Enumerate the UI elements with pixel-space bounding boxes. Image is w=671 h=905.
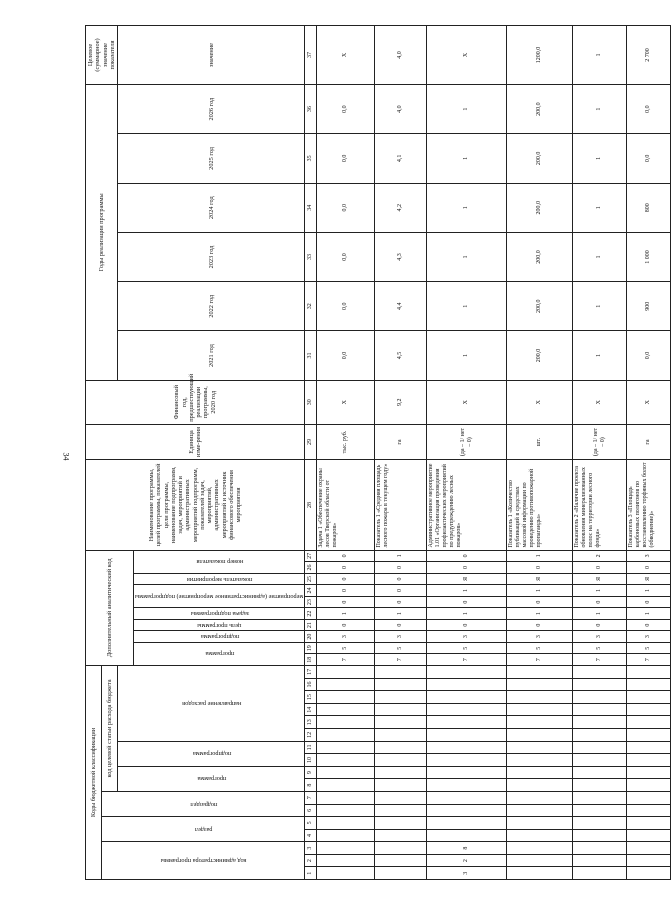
row-base-year: Х	[573, 380, 627, 424]
budget-code-cell	[317, 766, 375, 779]
column-number: 5	[305, 817, 317, 830]
analytic-code-cell: 1	[427, 585, 507, 597]
budget-code-cell	[507, 729, 573, 742]
budget-code-cell: 8	[427, 842, 507, 855]
column-number: 1	[305, 867, 317, 880]
column-number: 11	[305, 741, 317, 754]
row-year-value: 200,0	[507, 331, 573, 380]
budget-code-cell	[627, 703, 671, 716]
analytic-code-cell: 0	[507, 619, 573, 631]
row-unit: (да – 1/ нет – 0)	[573, 424, 627, 460]
budget-code-cell	[427, 703, 507, 716]
budget-code-cell	[573, 779, 627, 792]
header-a-indicator: показатель мероприятия	[134, 573, 305, 585]
column-number: 19	[305, 642, 317, 654]
row-unit: (да – 1/ нет – 0)	[427, 424, 507, 460]
row-year-value: 800	[627, 183, 671, 232]
analytic-code-cell: 3	[427, 631, 507, 643]
row-year-value: 0,0	[627, 84, 671, 133]
analytic-code-cell: Я	[427, 573, 507, 585]
budget-code-cell	[627, 691, 671, 704]
header-a-goal: цель программы	[134, 619, 305, 631]
row-year-value: 4,2	[375, 183, 427, 232]
budget-code-cell	[507, 867, 573, 880]
budget-code-cell	[573, 665, 627, 678]
row-year-value: 1	[573, 134, 627, 183]
row-target-value: 4,0	[375, 26, 427, 85]
budget-code-cell	[427, 741, 507, 754]
budget-code-cell	[375, 691, 427, 704]
row-base-year: Х	[627, 380, 671, 424]
column-number: 30	[305, 380, 317, 424]
analytic-code-cell: 5	[375, 642, 427, 654]
budget-code-cell	[507, 854, 573, 867]
header-budget-codes: Коды бюджетной классификации	[86, 665, 102, 879]
row-year-value: 1	[573, 282, 627, 331]
row-unit: га	[627, 424, 671, 460]
analytic-code-cell: 0	[317, 550, 375, 562]
row-year-value: 1	[427, 331, 507, 380]
budget-code-cell	[317, 716, 375, 729]
header-unit: Единица изме-рения	[86, 424, 305, 460]
header-target-article-code: код целевой статьи расхода бюджета	[102, 665, 118, 791]
header-a-number: номер показателя	[134, 550, 305, 573]
column-number: 31	[305, 331, 317, 380]
column-number: 14	[305, 703, 317, 716]
row-year-value: 900	[627, 282, 671, 331]
budget-code-cell	[573, 817, 627, 830]
analytic-code-cell: 0	[573, 596, 627, 608]
column-number: 7	[305, 791, 317, 804]
row-base-year: Х	[507, 380, 573, 424]
budget-code-cell	[427, 804, 507, 817]
analytic-code-cell: 0	[507, 596, 573, 608]
budget-code-cell	[507, 665, 573, 678]
budget-code-cell	[627, 665, 671, 678]
budget-code-cell	[507, 817, 573, 830]
budget-code-cell	[507, 691, 573, 704]
analytic-code-cell: 0	[507, 562, 573, 574]
table-row	[627, 26, 671, 880]
budget-code-cell	[427, 678, 507, 691]
analytic-code-cell: 0	[427, 619, 507, 631]
budget-code-cell	[375, 817, 427, 830]
analytic-code-cell: 0	[427, 596, 507, 608]
budget-code-cell	[427, 779, 507, 792]
budget-code-cell	[317, 691, 375, 704]
budget-code-cell	[627, 779, 671, 792]
program-table	[85, 25, 671, 880]
column-number: 2	[305, 854, 317, 867]
column-number: 8	[305, 779, 317, 792]
budget-code-cell	[427, 716, 507, 729]
budget-code-cell	[507, 791, 573, 804]
row-year-value: 200,0	[507, 183, 573, 232]
budget-code-cell	[427, 665, 507, 678]
budget-code-cell	[627, 754, 671, 767]
budget-code-cell	[627, 766, 671, 779]
row-target-value: Х	[317, 26, 375, 85]
column-number: 34	[305, 183, 317, 232]
row-year-value: 4,3	[375, 232, 427, 281]
analytic-code-cell: 0	[427, 562, 507, 574]
column-number: 33	[305, 232, 317, 281]
column-number: 37	[305, 26, 317, 85]
budget-code-cell	[573, 691, 627, 704]
budget-code-cell: 3	[427, 867, 507, 880]
budget-code-cell	[317, 842, 375, 855]
rotated-table-container	[85, 25, 656, 880]
column-number: 6	[305, 804, 317, 817]
analytic-code-cell: 0	[627, 562, 671, 574]
header-y2023: 2023 год	[118, 232, 305, 281]
row-year-value: 1	[573, 183, 627, 232]
analytic-code-cell: 3	[573, 631, 627, 643]
budget-code-cell	[317, 741, 375, 754]
row-year-value: 0,0	[317, 282, 375, 331]
header-value: значение	[118, 26, 305, 85]
budget-code-cell	[573, 854, 627, 867]
row-target-value: 1200,0	[507, 26, 573, 85]
budget-code-cell	[507, 842, 573, 855]
row-unit: тыс. руб.	[317, 424, 375, 460]
analytic-code-cell: 7	[573, 654, 627, 666]
budget-code-cell	[317, 867, 375, 880]
analytic-code-cell: 0	[317, 596, 375, 608]
analytic-code-cell: Я	[627, 573, 671, 585]
row-target-value: 2 700	[627, 26, 671, 85]
table-row	[507, 26, 573, 880]
analytic-code-cell: 0	[375, 619, 427, 631]
budget-code-cell	[375, 854, 427, 867]
analytic-code-cell: 0	[573, 619, 627, 631]
column-number: 12	[305, 729, 317, 742]
row-year-value: 0,0	[317, 183, 375, 232]
column-number: 29	[305, 424, 317, 460]
row-name: Административное мероприятие 1.01 «Организация проведения профилактических мероприятий по предупреждению лесных пожаров»	[427, 460, 507, 550]
budget-code-cell	[375, 665, 427, 678]
budget-code-cell	[375, 741, 427, 754]
row-year-value: 0,0	[317, 331, 375, 380]
analytic-code-cell: 3	[375, 631, 427, 643]
header-program: программа	[118, 766, 305, 791]
row-target-value: Х	[427, 26, 507, 85]
analytic-code-cell: 3	[627, 550, 671, 562]
budget-code-cell	[507, 829, 573, 842]
budget-code-cell	[627, 678, 671, 691]
budget-code-cell	[317, 817, 375, 830]
analytic-code-cell: 7	[507, 654, 573, 666]
header-a-task: задача подпрограммы	[134, 608, 305, 620]
analytic-code-cell: 0	[375, 596, 427, 608]
row-year-value: 0,0	[317, 84, 375, 133]
column-number: 32	[305, 282, 317, 331]
analytic-code-cell: 5	[507, 642, 573, 654]
analytic-code-cell: 0	[627, 619, 671, 631]
budget-code-cell	[375, 829, 427, 842]
row-year-value: 1 000	[627, 232, 671, 281]
analytic-code-cell: 3	[507, 631, 573, 643]
analytic-code-cell: 7	[375, 654, 427, 666]
column-number: 16	[305, 678, 317, 691]
column-number: 23	[305, 596, 317, 608]
analytic-code-cell: Я	[507, 573, 573, 585]
row-year-value: 4,4	[375, 282, 427, 331]
analytic-code-cell: 5	[317, 642, 375, 654]
analytic-code-cell: 5	[427, 642, 507, 654]
analytic-code-cell: 1	[375, 608, 427, 620]
header-a-program: программа	[134, 642, 305, 665]
budget-code-cell	[375, 754, 427, 767]
column-number: 27	[305, 550, 317, 562]
budget-code-cell	[375, 678, 427, 691]
budget-code-cell	[573, 867, 627, 880]
row-year-value: 1	[427, 183, 507, 232]
analytic-code-cell: 5	[627, 642, 671, 654]
budget-code-cell	[573, 754, 627, 767]
column-number: 21	[305, 619, 317, 631]
row-year-value: 4,1	[375, 134, 427, 183]
budget-code-cell	[627, 716, 671, 729]
row-name: Показатель 1 «Средняя площадь лесного пожара в текущем году»	[375, 460, 427, 550]
analytic-code-cell: 0	[427, 550, 507, 562]
budget-code-cell	[317, 729, 375, 742]
header-subprogram: подпрограмма	[118, 741, 305, 766]
column-number: 4	[305, 829, 317, 842]
budget-code-cell	[375, 804, 427, 817]
budget-code-cell	[627, 741, 671, 754]
budget-code-cell	[573, 678, 627, 691]
budget-code-cell	[427, 791, 507, 804]
row-year-value: 1	[573, 84, 627, 133]
column-number: 13	[305, 716, 317, 729]
budget-code-cell	[507, 754, 573, 767]
analytic-code-cell: 1	[627, 608, 671, 620]
analytic-code-cell: 1	[507, 585, 573, 597]
analytic-code-cell: 7	[427, 654, 507, 666]
table-row	[573, 26, 627, 880]
row-unit: шт.	[507, 424, 573, 460]
budget-code-cell	[573, 804, 627, 817]
column-number: 20	[305, 631, 317, 643]
row-name: Показатель 2 «Наличие проекта обновления минерализованных полос на территории лесного фонда»	[573, 460, 627, 550]
analytic-code-cell: 0	[375, 573, 427, 585]
row-name: Показатель 1 «Количество публикаций в средствах массовой информации по проведению противопожарной пропаганды»	[507, 460, 573, 550]
header-subsection: подраздел	[102, 791, 305, 816]
table-body	[317, 26, 671, 880]
analytic-code-cell: 1	[507, 608, 573, 620]
header-a-subprogram: подпрограмма	[134, 631, 305, 643]
analytic-code-cell: 0	[317, 573, 375, 585]
row-year-value: 4,0	[375, 84, 427, 133]
row-year-value: 0,0	[627, 134, 671, 183]
analytic-code-cell: 1	[573, 608, 627, 620]
budget-code-cell	[627, 817, 671, 830]
column-number: 24	[305, 585, 317, 597]
budget-code-cell	[573, 842, 627, 855]
header-direction: направление расходов	[118, 665, 305, 741]
row-year-value: 1	[427, 282, 507, 331]
budget-code-cell	[627, 842, 671, 855]
header-y2021: 2021 год	[118, 331, 305, 380]
budget-code-cell	[573, 766, 627, 779]
row-year-value: 200,0	[507, 282, 573, 331]
budget-code-cell	[375, 791, 427, 804]
row-base-year: Х	[317, 380, 375, 424]
column-number: 15	[305, 691, 317, 704]
budget-code-cell	[317, 665, 375, 678]
budget-code-cell	[317, 791, 375, 804]
budget-code-cell	[573, 703, 627, 716]
budget-code-cell	[427, 817, 507, 830]
analytic-code-cell: 0	[573, 562, 627, 574]
row-year-value: 200,0	[507, 232, 573, 281]
row-year-value: 1	[427, 232, 507, 281]
analytic-code-cell: 1	[427, 608, 507, 620]
budget-code-cell	[627, 867, 671, 880]
analytic-code-cell: 7	[317, 654, 375, 666]
row-year-value: 200,0	[507, 134, 573, 183]
header-analytic-code: Дополнительный аналитический код	[86, 550, 134, 665]
column-number: 10	[305, 754, 317, 767]
budget-code-cell	[427, 729, 507, 742]
budget-code-cell	[573, 791, 627, 804]
row-base-year: Х	[427, 380, 507, 424]
column-number: 36	[305, 84, 317, 133]
column-number: 18	[305, 654, 317, 666]
budget-code-cell	[573, 741, 627, 754]
header-name: Наименование программы, целей программы, показателей цели программы, наименование подпрограмм, задач, мероприятий и административных мероприятий подпрограмм, показателей задач, мероприятий, административных мероприятий и источник финансового обеспечения мероприятия	[86, 460, 305, 550]
column-numbers-row	[305, 26, 317, 880]
row-year-value: 1	[427, 84, 507, 133]
row-base-year: 9,2	[375, 380, 427, 424]
budget-code-cell	[573, 716, 627, 729]
row-name: Показатель 3 «Площадь карбоновых полигонов по восстановлению торфяных болот (обводнение)»	[627, 460, 671, 550]
table-row	[427, 26, 507, 880]
table-row	[375, 26, 427, 880]
budget-code-cell	[627, 791, 671, 804]
row-unit: га	[375, 424, 427, 460]
column-number: 25	[305, 573, 317, 585]
budget-code-cell	[375, 842, 427, 855]
table-row	[317, 26, 375, 880]
budget-code-cell	[317, 703, 375, 716]
row-target-value: 1	[573, 26, 627, 85]
row-name: Задача 1 «Обеспечение охраны лесов Тверской области от пожаров»	[317, 460, 375, 550]
header-section: раздел	[102, 817, 305, 842]
row-year-value: 0,0	[627, 331, 671, 380]
budget-code-cell	[317, 854, 375, 867]
budget-code-cell	[375, 867, 427, 880]
budget-code-cell	[627, 854, 671, 867]
column-number: 26	[305, 562, 317, 574]
column-number: 17	[305, 665, 317, 678]
header-years: Годы реализации программы	[86, 84, 118, 380]
budget-code-cell	[507, 703, 573, 716]
row-year-value: 1	[427, 134, 507, 183]
analytic-code-cell: 1	[375, 550, 427, 562]
budget-code-cell	[375, 779, 427, 792]
header-admin-code: код администратора программы	[102, 842, 305, 880]
analytic-code-cell: 1	[317, 608, 375, 620]
row-year-value: 4,5	[375, 331, 427, 380]
row-year-value: 1	[573, 232, 627, 281]
analytic-code-cell: 1	[573, 585, 627, 597]
column-number: 22	[305, 608, 317, 620]
budget-code-cell	[317, 804, 375, 817]
budget-code-cell	[317, 779, 375, 792]
budget-code-cell	[573, 729, 627, 742]
budget-code-cell	[427, 766, 507, 779]
budget-code-cell	[507, 766, 573, 779]
analytic-code-cell: 0	[317, 585, 375, 597]
column-number: 28	[305, 460, 317, 550]
header-y2024: 2024 год	[118, 183, 305, 232]
budget-code-cell	[375, 729, 427, 742]
budget-code-cell	[317, 754, 375, 767]
analytic-code-cell: 1	[507, 550, 573, 562]
budget-code-cell	[507, 779, 573, 792]
budget-code-cell	[507, 678, 573, 691]
budget-code-cell	[375, 716, 427, 729]
budget-code-cell	[573, 829, 627, 842]
budget-code-cell	[375, 766, 427, 779]
budget-code-cell	[427, 691, 507, 704]
analytic-code-cell: 5	[573, 642, 627, 654]
budget-code-cell	[427, 754, 507, 767]
header-y2026: 2026 год	[118, 84, 305, 133]
header-y2025: 2025 год	[118, 134, 305, 183]
budget-code-cell	[507, 804, 573, 817]
analytic-code-cell: 0	[317, 562, 375, 574]
budget-code-cell	[317, 829, 375, 842]
column-number: 3	[305, 842, 317, 855]
budget-code-cell	[627, 829, 671, 842]
budget-code-cell	[627, 804, 671, 817]
analytic-code-cell: 0	[627, 596, 671, 608]
analytic-code-cell: 3	[627, 631, 671, 643]
analytic-code-cell: 0	[375, 585, 427, 597]
row-year-value: 200,0	[507, 84, 573, 133]
page-number: 34	[61, 452, 71, 461]
budget-code-cell	[427, 829, 507, 842]
column-number: 9	[305, 766, 317, 779]
row-year-value: 0,0	[317, 134, 375, 183]
budget-code-cell	[507, 741, 573, 754]
analytic-code-cell: 0	[317, 619, 375, 631]
header-fin-year: Финансовый год, предшествующий реализации программы, 2020 год	[86, 380, 305, 424]
header-y2022: 2022 год	[118, 282, 305, 331]
header-a-event: мероприятие (административное мероприятие) подпрограммы	[134, 585, 305, 608]
analytic-code-cell: 3	[317, 631, 375, 643]
budget-code-cell	[507, 716, 573, 729]
analytic-code-cell: 7	[627, 654, 671, 666]
row-year-value: 1	[573, 331, 627, 380]
header-target-value: Целевое (суммарное) значение показателя	[86, 26, 118, 85]
budget-code-cell	[317, 678, 375, 691]
column-number: 35	[305, 134, 317, 183]
analytic-code-cell: Я	[573, 573, 627, 585]
budget-code-cell: 2	[427, 854, 507, 867]
analytic-code-cell: 1	[627, 585, 671, 597]
budget-code-cell	[375, 703, 427, 716]
row-year-value: 0,0	[317, 232, 375, 281]
budget-code-cell	[627, 729, 671, 742]
analytic-code-cell: 0	[375, 562, 427, 574]
analytic-code-cell: 2	[573, 550, 627, 562]
